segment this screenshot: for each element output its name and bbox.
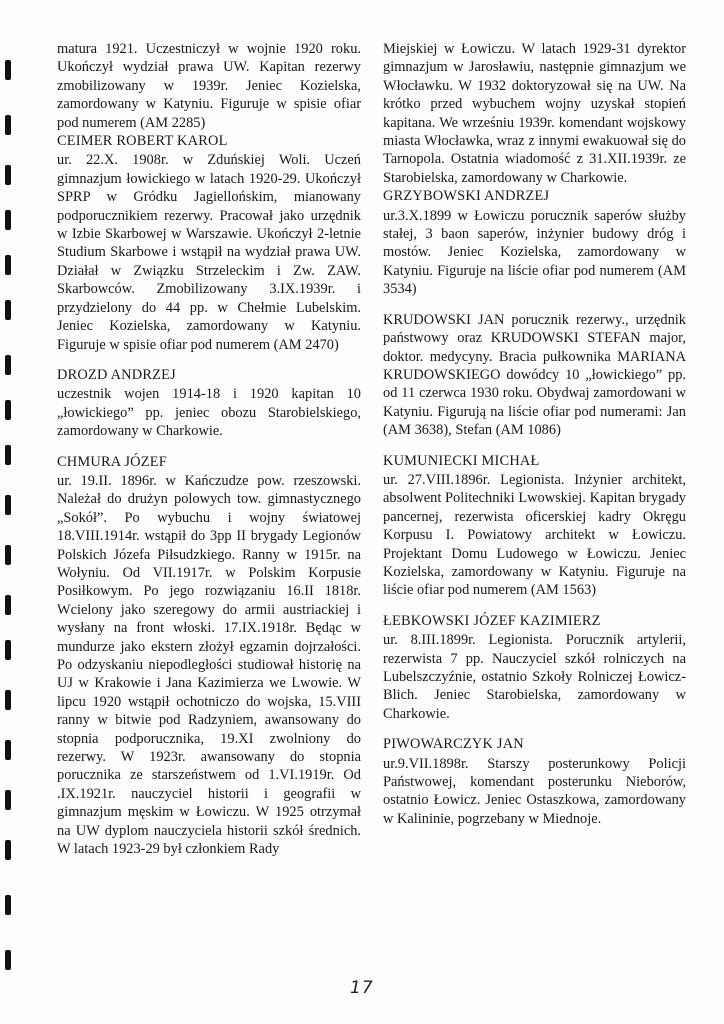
binding-hole [5, 840, 11, 860]
entry-grzybowski [383, 187, 686, 298]
entry-continuation: matura 1921. Uczestniczył w wojnie 1920 roku. Ukończył wydział prawa UW. Kapitan rezerwy zmobilizowany w 1939r. Jeniec Kozielska, zamordowany w Katyniu. Figuruje w spisie ofiar pod numerem (AM 2285) [57, 41, 361, 131]
entry-text: uczestnik wojen 1914-18 i 1920 kapitan 10 „łowickiego” pp. jeniec obozu Starobielskiego, zamordowany w Charkowie. [57, 386, 361, 440]
binding-hole [5, 950, 11, 970]
entry-text: ur. 22.X. 1908r. w Zduńskiej Woli. Uczeń gimnazjum łowickiego w latach 1920-29. Ukończył SPRP w Gródku Jagiellońskim, mianowany podporucznikiem rezerwy. Pracował jako urzędnik w Izbie Skarbowej w Warszawie. Ukończył 2-letnie Studium Skarbowe i wstąpił na wydział prawa UW. Działał w Związku Strzeleckim i Zw. ZAW. Skarbowców. Zmobilizowany 3.IX.1939r. i przydzielony do 44 pp. w Chełmie Lubelskim. Jeniec Kozielska, zamordowany w Katyniu. Figuruje w spisie ofiar pod numerem (AM 2470) [57, 152, 361, 353]
binding-hole [5, 495, 11, 515]
entry-name: CEIMER ROBERT KAROL [57, 133, 228, 150]
binding-hole [5, 255, 11, 275]
binding-hole [5, 355, 11, 375]
binding-hole [5, 690, 11, 710]
right-column [383, 40, 686, 840]
page-number: 17 [350, 978, 374, 998]
entry-drozd [57, 366, 361, 441]
entry-ceimer [57, 132, 361, 354]
entry-text: ur. 8.III.1899r. Legionista. Porucznik artylerii, rezerwista 7 pp. Nauczyciel szkół rolniczych na Lubelszczyźnie, ostatnio Szkoły Rolniczej Łowicz-Blich. Jeniec Starobielska, zamordowany w Charkowie. [383, 632, 686, 722]
binding-hole [5, 60, 11, 80]
binding-hole [5, 595, 11, 615]
binding-hole [5, 895, 11, 915]
binding-hole [5, 445, 11, 465]
binding-hole [5, 640, 11, 660]
binding-hole [5, 165, 11, 185]
binding-hole [5, 740, 11, 760]
entry-kumuniecki [383, 452, 686, 600]
binding-holes [5, 50, 17, 990]
entry-name: GRZYBOWSKI ANDRZEJ [383, 188, 550, 205]
entry-text: ur.3.X.1899 w Łowiczu porucznik saperów służby stałej, 3 baon saperów, inżynier budowy dróg i mostów. Jeniec Kozielska, zamordowany w Katyniu. Figuruje na liście ofiar pod numerem (AM 3534) [383, 207, 686, 298]
entry-piwowarczyk [383, 735, 686, 828]
entry-text: ur. 27.VIII.1896r. Legionista. Inżynier architekt, absolwent Politechniki Lwowskiej. Kapitan brygady pancernej, rezerwista oficerskiej kadry Okręgu Korpusu I. Powiatowy architekt w Łowiczu. Projektant Domu Ludowego w Łowiczu. Jeniec Kozielska, zamordowany w Katyniu. Figuruje na liście ofiar pod numerem (AM 1563) [383, 471, 686, 599]
entry-name: PIWOWARCZYK JAN [383, 736, 524, 753]
entry-continuation: Miejskiej w Łowiczu. W latach 1929-31 dyrektor gimnazjum w Jarosławiu, następnie gimnazjum we Włocławku. W 1932 doktoryzował się na UW. Na krótko przed wybuchem wojny uzyskał stopień kapitana. We wrześniu 1939r. komendant wojskowy miasta Włocławka, wraz z innymi ewakuował się do Tarnopola. Ostatnia wiadomość z 31.XII.1939r. ze Starobielska, zamordowany w Charkowie. [383, 41, 686, 186]
entry-name: ŁEBKOWSKI JÓZEF KAZIMIERZ [383, 612, 601, 629]
entry-text: KRUDOWSKI JAN porucznik rezerwy., urzędnik państwowy oraz KRUDOWSKI STEFAN major, doktor. medycyny. Bracia pułkownika MARIANA KRUDOWSKIEGO dowódcy 10 „łowickiego” pp. od 11 czerwca 1930 roku. Obydwaj zamordowani w Katyniu. Figurują na liście ofiar pod numerami: Jan (AM 3638), Stefan (AM 1086) [383, 311, 686, 439]
entry-lebkowski [383, 612, 686, 723]
binding-hole [5, 300, 11, 320]
entry-name: KUMUNIECKI MICHAŁ [383, 452, 540, 469]
binding-hole [5, 545, 11, 565]
left-column [57, 40, 361, 870]
entry-chmura [57, 453, 361, 859]
entry-name: CHMURA JÓZEF [57, 453, 167, 470]
entry-name: DROZD ANDRZEJ [57, 366, 176, 383]
entry-text: ur.9.VII.1898r. Starszy posterunkowy Policji Państwowej, komendant posterunku Nieborów, ostatnio Łowicz. Jeniec Ostaszkowa, zamordowany w Kalininie, pogrzebany w Miednoje. [383, 755, 686, 827]
entry-text: ur. 19.II. 1896r. w Kańczudze pow. rzeszowski. Należał do drużyn polowych tow. gimnastycznego „Sokół”. Po wybuchu i wojny światowej 18.VIII.1914r. wstąpił do 3pp II brygady Legionów Polskich Józefa Piłsudzkiego. Ranny w 1915r. na Wołyniu. Od VII.1917r. w Polskim Korpusie Posiłkowym. Po jego rozwiązaniu 16.II 1818r. Wcielony jako szeregowy do armii austriackiej i wysłany na front włoski. 17.IX.1918r. Będąc w mundurze jako ekstern złożył egzamin dojrzałości. Po odzyskaniu niepodległości studiował historię na UJ w Krakowie i Jana Kazimierza we Lwowie. W lipcu 1920 wstąpił ochotniczo do wojska, 15.VIII ranny w bitwie pod Radzyniem, awansowany do stopnia podporucznika, 19.XI zwolniony do rezerwy. W 1923r. awansowany do stopnia porucznika ze starszeństwem od 1.VI.1919r. Od .IX.1921r. nauczyciel historii i geografii w gimnazjum męskim w Łowiczu. W 1925 otrzymał na UW dyplom nauczyciela historii szkół średnich. W latach 1923-29 był członkiem Rady [57, 472, 361, 858]
binding-hole [5, 400, 11, 420]
binding-hole [5, 115, 11, 135]
binding-hole [5, 790, 11, 810]
binding-hole [5, 210, 11, 230]
entry-krudowski [383, 311, 686, 440]
